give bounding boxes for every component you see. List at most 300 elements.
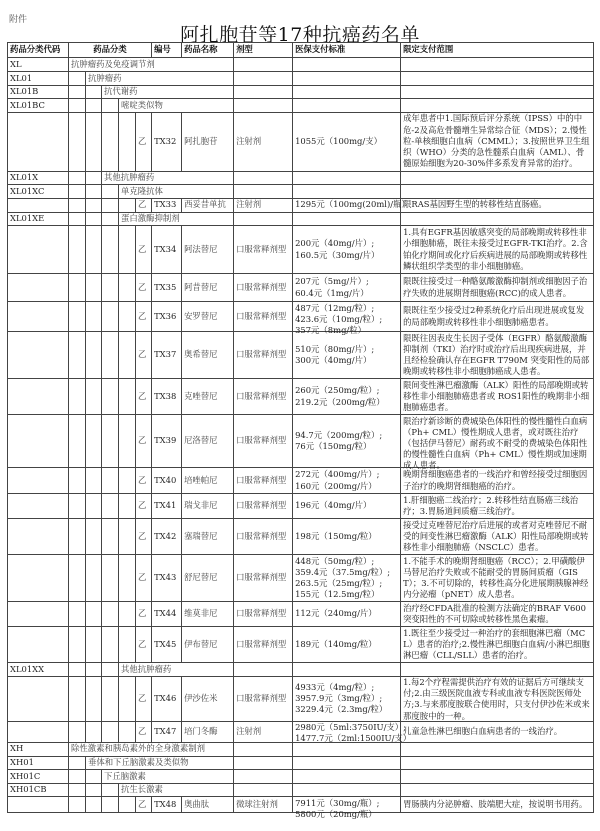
indent-cell	[102, 494, 119, 519]
indent-cell	[119, 468, 136, 494]
payment-scope-text: 1.不能手术的晚期肾细胞癌（RCC）；2.甲磺酸伊马替尼治疗失败或不能耐受的胃肠间质瘤（GIST）；3.不可切除的，转移性高分化进展期胰腺神经内分泌瘤（pNET）成人患者。	[403, 555, 589, 600]
indent-cell	[119, 602, 136, 627]
drug-number: TX32	[152, 112, 182, 171]
payment-standard	[293, 627, 401, 663]
dosage-form: 口服常释剂型	[234, 676, 293, 721]
form-cell	[293, 58, 401, 72]
payment-scope	[401, 602, 594, 627]
indent-cell	[86, 663, 102, 677]
payment-standard	[293, 198, 410, 212]
standard-cell	[401, 783, 594, 797]
drug-row	[8, 468, 594, 494]
category-label: 单克隆抗体	[119, 185, 182, 199]
drug-row	[8, 379, 594, 415]
drug-name: 尼洛替尼	[182, 415, 234, 468]
category-code	[8, 415, 69, 468]
payment-scope-text: 治疗经CFDA批准的检测方法确定的BRAF V600 突变阳性的不可切除或转移性黑色素瘤。	[403, 602, 586, 624]
category-label: 抗肿瘤药及免疫调节剂	[69, 58, 234, 72]
dosage-form: 口服常释剂型	[234, 332, 293, 379]
payment-standard-line: 5800元（20mg/瓶）	[295, 808, 377, 819]
payment-scope-text: 限既往因表皮生长因子受体（EGFR）酪氨酸激酶抑制剂（TKI）治疗时或治疗后出现疾病进展，并且经检验确认存在EGFR T790M 突变阳性的局部晚期或转移性非小细胞肺癌成人患者。	[403, 332, 590, 377]
indent-cell	[69, 783, 86, 797]
category-row	[8, 85, 594, 99]
category-code: XL	[8, 58, 69, 72]
standard-cell	[401, 770, 594, 784]
indent-cell	[69, 415, 86, 468]
indent-cell	[119, 379, 136, 415]
category-code: XL01XC	[8, 185, 69, 199]
drug-name: 舒尼替尼	[182, 555, 234, 602]
category-row	[8, 99, 594, 113]
category-code	[8, 519, 69, 555]
indent-cell	[69, 770, 86, 784]
payment-standard	[293, 555, 401, 602]
form-cell	[293, 742, 401, 756]
form-cell	[293, 770, 401, 784]
payment-scope	[401, 519, 594, 555]
payment-standard-line: 263.5元（25mg/粒）;	[295, 578, 383, 588]
indent-cell	[69, 379, 86, 415]
dosage-form: 注射剂	[234, 112, 293, 171]
indent-cell	[69, 676, 86, 721]
number-cell	[182, 85, 234, 99]
category-label: 其他抗肿瘤药	[119, 663, 182, 677]
indent-cell	[102, 519, 119, 555]
dosage-form: 注射剂	[234, 721, 293, 742]
form-cell	[293, 663, 401, 677]
drug-name: 阿扎胞苷	[182, 112, 234, 171]
drug-row	[8, 519, 594, 555]
indent-cell	[119, 226, 136, 274]
header-category: 药品分类	[69, 43, 152, 58]
category-code	[8, 379, 69, 415]
form-cell	[293, 85, 401, 99]
drug-name: 阿昔替尼	[182, 274, 234, 302]
drug-name: 奥希替尼	[182, 332, 234, 379]
standard-cell	[401, 58, 594, 72]
grade-cell: 乙	[136, 468, 152, 494]
indent-cell	[86, 379, 102, 415]
payment-scope-text: 1.具有EGFR基因敏感突变的局部晚期或转移性非小细胞肺癌，既往未接受过EGFR-TKI治疗。2.含铂化疗期间或化疗后疾病进展的局部晚期或转移性鳞状组织学类型的非小细胞肺癌。	[403, 227, 588, 271]
payment-scope	[401, 112, 594, 171]
drug-row	[8, 226, 594, 274]
form-cell	[293, 72, 401, 86]
indent-cell	[69, 756, 86, 770]
standard-cell	[401, 85, 594, 99]
payment-standard-line: 207元（5mg/片）;	[295, 276, 369, 287]
number-cell	[182, 770, 234, 784]
name-cell	[234, 185, 293, 199]
drug-row	[8, 112, 594, 171]
category-row	[8, 663, 594, 677]
drug-name: 奥曲肽	[182, 797, 234, 813]
drug-number: TX42	[152, 519, 182, 555]
indent-cell	[86, 468, 102, 494]
dosage-form: 微球注射剂	[234, 797, 293, 813]
number-cell	[182, 171, 234, 185]
payment-scope	[401, 415, 594, 471]
grade-cell: 乙	[136, 415, 152, 468]
payment-standard-line: 200元（40mg/片）;	[295, 238, 375, 249]
grade-cell: 乙	[136, 721, 152, 742]
payment-scope-text: 限治疗新诊断的费城染色体阳性的慢性髓性白血病（Ph+ CML）慢性期成人患者，或对既往治疗（包括伊马替尼）耐药或不耐受的费城染色体阳性的慢性髓性白血病（Ph+ CML）慢性期或加速期成人患者。	[403, 415, 588, 471]
drug-list-table	[7, 42, 594, 819]
grade-cell: 乙	[136, 274, 152, 302]
drug-row	[8, 332, 594, 379]
indent-cell	[69, 721, 86, 742]
payment-scope-text: 1.肝细胞癌二线治疗；2.转移性结直肠癌三线治疗；3.胃肠道间质瘤三线治疗。	[403, 494, 579, 516]
indent-cell	[69, 663, 86, 677]
name-cell	[234, 742, 293, 756]
category-code	[8, 797, 69, 813]
payment-standard	[293, 112, 401, 171]
indent-cell	[119, 112, 136, 171]
indent-cell	[102, 721, 119, 742]
category-code	[8, 627, 69, 663]
payment-standard-line: 510元（80mg/片）;	[295, 343, 375, 354]
payment-scope	[401, 721, 594, 742]
indent-cell	[119, 555, 136, 602]
payment-scope	[401, 274, 594, 302]
name-cell	[234, 783, 293, 797]
category-code: XL01X	[8, 171, 69, 185]
grade-cell: 乙	[136, 112, 152, 171]
payment-standard-line: 359.4元（37.5mg/粒）;	[295, 566, 391, 577]
dosage-form: 口服常释剂型	[234, 494, 293, 519]
dosage-form: 口服常释剂型	[234, 555, 293, 602]
drug-number: TX45	[152, 627, 182, 663]
name-cell	[234, 171, 293, 185]
category-label: 垂体和下丘脑激素及类似物	[86, 756, 234, 770]
indent-cell	[119, 494, 136, 519]
indent-cell	[86, 99, 102, 113]
drug-number: TX33	[152, 198, 182, 212]
grade-cell: 乙	[136, 627, 152, 663]
drug-row	[8, 797, 594, 813]
drug-number: TX39	[152, 415, 182, 468]
attachment-label: 附件	[9, 15, 28, 25]
number-cell	[182, 663, 234, 677]
category-code	[8, 555, 69, 602]
payment-standard-line: 4933元（4mg/粒）;	[295, 681, 375, 692]
grade-cell: 乙	[136, 519, 152, 555]
category-label: 抗代谢药	[102, 85, 182, 99]
category-code: XL01BC	[8, 99, 69, 113]
payment-scope	[401, 332, 594, 379]
drug-number: TX46	[152, 676, 182, 721]
indent-cell	[102, 302, 119, 332]
indent-cell	[102, 198, 119, 212]
drug-number: TX43	[152, 555, 182, 602]
name-cell	[234, 85, 293, 99]
payment-scope	[401, 627, 594, 663]
indent-cell	[102, 379, 119, 415]
indent-cell	[69, 226, 86, 274]
indent-cell	[102, 274, 119, 302]
name-cell	[234, 663, 293, 677]
category-code: XH01C	[8, 770, 69, 784]
indent-cell	[86, 274, 102, 302]
drug-row	[8, 494, 594, 519]
indent-cell	[102, 226, 119, 274]
form-cell	[293, 185, 401, 199]
number-cell	[182, 185, 234, 199]
indent-cell	[69, 112, 86, 171]
header-code: 药品分类代码	[8, 43, 69, 58]
payment-scope-text: 胃肠胰内分泌肿瘤、肢端肥大症，按说明书用药。	[403, 798, 588, 809]
payment-standard-line: 160.5元（30mg/片）	[295, 249, 380, 260]
drug-row	[8, 602, 594, 627]
form-cell	[293, 756, 401, 770]
category-code	[8, 302, 69, 332]
drug-row	[8, 302, 594, 332]
drug-number: TX47	[152, 721, 182, 742]
indent-cell	[86, 602, 102, 627]
grade-cell: 乙	[136, 302, 152, 332]
category-row	[8, 742, 594, 756]
indent-cell	[86, 85, 102, 99]
payment-scope	[401, 797, 594, 813]
indent-cell	[119, 627, 136, 663]
name-cell	[234, 72, 293, 86]
indent-cell	[102, 783, 119, 797]
header-standard: 医保支付标准	[293, 43, 401, 58]
category-row	[8, 770, 594, 784]
payment-standard-line: 487元（12mg/粒）;	[295, 302, 375, 313]
category-row	[8, 756, 594, 770]
category-code: XH	[8, 742, 69, 756]
indent-cell	[86, 494, 102, 519]
indent-cell	[86, 797, 102, 813]
indent-cell	[119, 198, 136, 212]
payment-standard-line: 1295元（100mg(20ml)/瓶）	[295, 199, 410, 210]
indent-cell	[119, 721, 136, 742]
indent-cell	[102, 415, 119, 468]
drug-number: TX44	[152, 602, 182, 627]
payment-standard-line: 1477.7元（2ml:1500IU/支）	[295, 733, 412, 744]
category-code: XL01XX	[8, 663, 69, 677]
payment-scope-text: 限既往接受过一种酪氨酸激酶抑制剂或细胞因子治疗失败的进展期肾细胞癌(RCC)的成人患者。	[403, 276, 588, 298]
indent-cell	[119, 274, 136, 302]
indent-cell	[69, 494, 86, 519]
payment-scope	[401, 226, 594, 274]
drug-row	[8, 676, 594, 721]
drug-name: 克唑替尼	[182, 379, 234, 415]
payment-standard-line: 272元（400mg/片）;	[295, 469, 380, 480]
name-cell	[234, 58, 293, 72]
standard-cell	[401, 99, 594, 113]
payment-standard-line: 357元（8mg/粒）	[295, 324, 367, 335]
drug-number: TX34	[152, 226, 182, 274]
indent-cell	[119, 797, 136, 813]
drug-row	[8, 198, 594, 212]
category-code	[8, 274, 69, 302]
payment-standard	[293, 415, 401, 468]
drug-row	[8, 274, 594, 302]
table-header-row	[8, 43, 594, 58]
payment-standard-line: 448元（50mg/粒）;	[295, 555, 375, 566]
indent-cell	[102, 185, 119, 199]
dosage-form: 注射剂	[234, 198, 293, 212]
indent-cell	[119, 519, 136, 555]
category-code: XL01XE	[8, 212, 69, 226]
payment-scope	[401, 494, 594, 519]
category-code	[8, 332, 69, 379]
standard-cell	[401, 171, 594, 185]
category-label: 除性激素和胰岛素外的全身激素制剂	[69, 742, 234, 756]
dosage-form: 口服常释剂型	[234, 602, 293, 627]
payment-standard-line: 76元（150mg/粒）	[295, 441, 372, 451]
indent-cell	[102, 99, 119, 113]
payment-standard-line: 196元（40mg/片）	[295, 500, 372, 511]
payment-scope-text: 1.每2个疗程需提供治疗有效的证据后方可继续支付;2.由三级医院血液专科或血液专科医院医师处方;3.与来那度胺联合使用时，只支付伊沙佐米或来那度胺中的一种。	[403, 677, 590, 721]
category-code	[8, 112, 69, 171]
indent-cell	[69, 468, 86, 494]
payment-standard-line: 260元（250mg/粒）;	[295, 385, 380, 396]
form-cell	[293, 212, 401, 226]
payment-standard-line: 189元（140mg/粒）	[295, 638, 377, 649]
category-code	[8, 721, 69, 742]
indent-cell	[86, 212, 102, 226]
indent-cell	[102, 212, 119, 226]
drug-number: TX37	[152, 332, 182, 379]
drug-number: TX41	[152, 494, 182, 519]
dosage-form: 口服常释剂型	[234, 226, 293, 274]
category-row	[8, 212, 594, 226]
indent-cell	[102, 663, 119, 677]
form-cell	[293, 783, 401, 797]
category-row	[8, 783, 594, 797]
payment-standard	[293, 797, 401, 819]
number-cell	[182, 99, 234, 113]
payment-standard	[293, 494, 401, 519]
indent-cell	[69, 72, 86, 86]
indent-cell	[69, 627, 86, 663]
form-cell	[293, 99, 401, 113]
category-code	[8, 198, 69, 212]
category-row	[8, 72, 594, 86]
header-number: 编号	[152, 43, 182, 58]
drug-row	[8, 555, 594, 602]
category-label: 嘧啶类似物	[119, 99, 182, 113]
indent-cell	[86, 770, 102, 784]
drug-name: 塞瑞替尼	[182, 519, 234, 555]
payment-scope-text: 限间变性淋巴瘤激酶（ALK）阳性的局部晚期或转移性非小细胞肺癌患者或 ROS1阳性的晚期非小细胞肺癌患者。	[403, 379, 590, 413]
category-label: 抗肿瘤药	[86, 72, 234, 86]
indent-cell	[86, 332, 102, 379]
indent-cell	[69, 171, 86, 185]
drug-row	[8, 627, 594, 663]
drug-name: 瑞戈非尼	[182, 494, 234, 519]
category-code	[8, 494, 69, 519]
indent-cell	[69, 85, 86, 99]
indent-cell	[102, 797, 119, 813]
indent-cell	[102, 627, 119, 663]
indent-cell	[102, 555, 119, 602]
payment-scope-text: 成年患者中1.国际预后评分系统（IPSS）中的中危-2及高危骨髓增生异常综合征（MDS）；2.慢性粒-单核细胞白血病（CMML）；3.按照世界卫生组织（WHO）分类的急性髓系白血病（AML）、骨髓原始细胞为20-30%伴多系发育异常的治疗。	[403, 113, 590, 169]
indent-cell	[119, 676, 136, 721]
indent-cell	[86, 519, 102, 555]
indent-cell	[102, 332, 119, 379]
form-cell	[293, 171, 401, 185]
payment-standard-line: 300元（40mg/片）	[295, 355, 372, 365]
payment-standard-line: 60.4元（1mg/片）	[295, 287, 369, 298]
payment-standard	[293, 379, 401, 415]
category-code	[8, 468, 69, 494]
drug-number: TX36	[152, 302, 182, 332]
indent-cell	[86, 676, 102, 721]
drug-name: 维莫非尼	[182, 602, 234, 627]
category-code: XL01	[8, 72, 69, 86]
indent-cell	[102, 468, 119, 494]
payment-standard-line: 94.7元（200mg/粒）;	[295, 429, 383, 440]
payment-standard	[293, 721, 412, 744]
header-scope: 限定支付范围	[401, 43, 594, 58]
indent-cell	[69, 274, 86, 302]
category-code	[8, 676, 69, 721]
indent-cell	[86, 783, 102, 797]
category-code	[8, 226, 69, 274]
indent-cell	[86, 112, 102, 171]
drug-name: 伊布替尼	[182, 627, 234, 663]
payment-scope	[401, 468, 594, 494]
indent-cell	[102, 602, 119, 627]
payment-standard-line: 3229.4元（2.3mg/粒）	[295, 704, 388, 715]
drug-name: 安罗替尼	[182, 302, 234, 332]
dosage-form: 口服常释剂型	[234, 379, 293, 415]
grade-cell: 乙	[136, 797, 152, 813]
drug-name: 培唑帕尼	[182, 468, 234, 494]
grade-cell: 乙	[136, 198, 152, 212]
indent-cell	[102, 112, 119, 171]
payment-standard	[293, 226, 401, 274]
standard-cell	[401, 742, 594, 756]
number-cell	[182, 783, 234, 797]
category-code: XH01	[8, 756, 69, 770]
name-cell	[234, 770, 293, 784]
grade-cell: 乙	[136, 332, 152, 379]
indent-cell	[69, 555, 86, 602]
dosage-form: 口服常释剂型	[234, 274, 293, 302]
indent-cell	[69, 797, 86, 813]
dosage-form: 口服常释剂型	[234, 468, 293, 494]
drug-number: TX35	[152, 274, 182, 302]
payment-standard-line: 3957.9元（3mg/粒）;	[295, 692, 383, 703]
indent-cell	[102, 676, 119, 721]
payment-standard	[293, 302, 401, 335]
grade-cell: 乙	[136, 555, 152, 602]
indent-cell	[86, 721, 102, 742]
header-form: 剂型	[234, 43, 293, 58]
payment-standard-line: 155元（12.5mg/粒）	[295, 589, 380, 600]
payment-scope	[401, 198, 594, 212]
drug-name: 西妥昔单抗	[182, 198, 234, 212]
indent-cell	[86, 185, 102, 199]
category-row	[8, 185, 594, 199]
category-label: 抗生长激素	[119, 783, 182, 797]
page-title: 阿扎胞苷等17种抗癌药名单	[180, 24, 420, 46]
payment-standard-line: 198元（150mg/粒）	[295, 530, 377, 541]
payment-standard-line: 1055元（100mg/支）	[295, 135, 382, 146]
payment-standard-line: 160元（200mg/片）	[295, 480, 377, 491]
payment-standard-line: 2980元（5ml:3750IU/支）;	[295, 722, 406, 732]
grade-cell: 乙	[136, 602, 152, 627]
standard-cell	[401, 663, 594, 677]
payment-standard	[293, 519, 401, 555]
grade-cell: 乙	[136, 494, 152, 519]
grade-cell: 乙	[136, 676, 152, 721]
drug-name: 伊沙佐米	[182, 676, 234, 721]
